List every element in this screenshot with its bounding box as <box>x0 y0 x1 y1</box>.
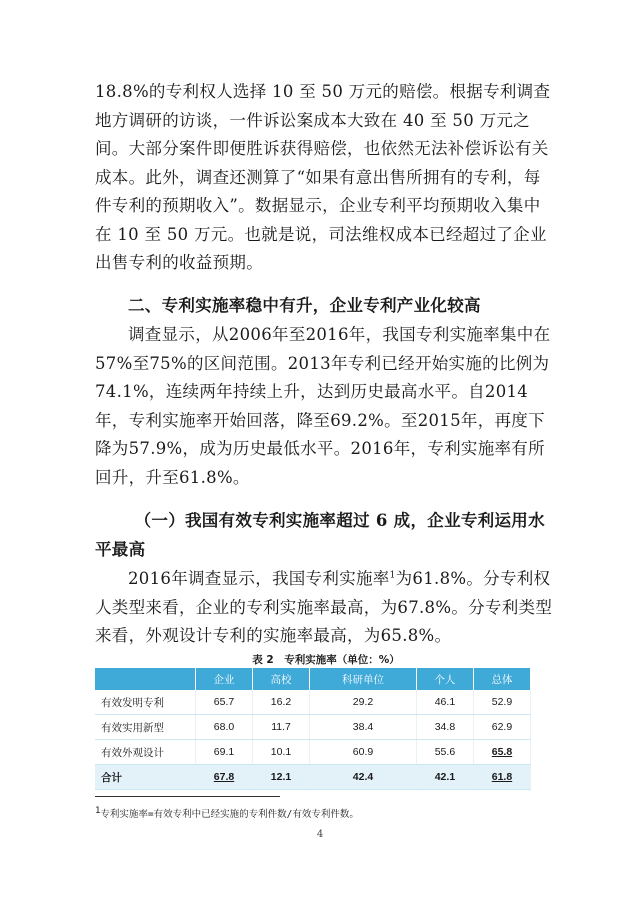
table-cell: 16.2 <box>253 690 310 715</box>
paragraph-text: 调查显示，从2006年至2016年，我国专利实施率集中在57%至75%的区间范围。2013年专利已经开始实施的比例为74.1%，连续两年持续上升，达到历史最高水平。自2014年，专利实施率开始回落，降至69.2%。至2015年，再度下降为57.9%，成为历史最低水平。2016年，专利实施率有所回升，升至61.8%。 <box>95 325 551 487</box>
paragraph-2016-survey <box>95 565 557 651</box>
table-cell: 38.4 <box>310 715 417 740</box>
paragraph-implementation-trend <box>95 321 557 492</box>
table-row <box>95 715 531 740</box>
section-heading <box>95 292 557 321</box>
table-row <box>95 740 531 765</box>
table-cell: 46.1 <box>416 690 473 715</box>
table-row <box>95 690 531 715</box>
row-label: 有效发明专利 <box>95 690 196 715</box>
table-cell: 69.1 <box>196 740 253 765</box>
table-cell: 52.9 <box>473 690 530 715</box>
paragraph-litigation-cost <box>95 78 557 278</box>
table-cell: 68.0 <box>196 715 253 740</box>
row-label: 有效实用新型 <box>95 715 196 740</box>
highlighted-value: 67.8 <box>213 771 235 783</box>
subsection-heading-text: （一）我国有效专利实施率超过 6 成，企业专利运用水平最高 <box>95 511 545 559</box>
footnote <box>95 806 565 820</box>
table-header-row <box>95 668 531 690</box>
footnote-text: 专利实施率=有效专利中已经实施的专利件数/有效专利件数。 <box>100 809 359 820</box>
section-heading-text: 二、专利实施率稳中有升，企业专利产业化较高 <box>128 296 481 315</box>
table-cell: 42.1 <box>416 765 473 790</box>
table-header-cell <box>95 668 196 690</box>
table-cell <box>473 740 530 765</box>
paragraph-text: 18.8%的专利权人选择 10 至 50 万元的赔偿。根据专利调查地方调研的访谈，一件诉讼案成本大致在 40 至 50 万元之间。大部分案件即便胜诉获得赔偿，也依然无法补偿诉讼有关成本。此外，调查还测算了“如果有意出售所拥有的专利，每件专利的预期收入”。数据显示，企业专利平均预期收入集中在 10 至 50 万元。也就是说，司法维权成本已经超过了企业出售专利的收益预期。 <box>95 82 551 272</box>
row-label: 合计 <box>95 765 196 790</box>
table-cell: 10.1 <box>253 740 310 765</box>
paragraph-text-part: 2016年调查显示，我国专利实施率 <box>128 569 390 588</box>
page-number: 4 <box>316 829 324 840</box>
table-cell <box>196 765 253 790</box>
highlighted-value: 65.8 <box>491 746 513 758</box>
highlighted-value: 61.8 <box>491 771 513 783</box>
patent-implementation-table <box>95 668 531 790</box>
table-cell: 65.7 <box>196 690 253 715</box>
footnote-divider <box>95 796 280 797</box>
table-cell: 55.6 <box>416 740 473 765</box>
table-total-row <box>95 765 531 790</box>
subsection-heading <box>95 507 557 564</box>
table-cell: 62.9 <box>473 715 530 740</box>
footnote-marker[interactable]: 1 <box>389 570 396 581</box>
table-cell: 42.4 <box>310 765 417 790</box>
paragraph-text-part: 为61.8%。分专利权人类型来看，企业的专利实施率最高，为67.8%。分专利类型来看，外观设计专利的实施率最高，为65.8%。 <box>95 569 553 645</box>
table-header-cell: 高校 <box>253 668 310 690</box>
row-label: 有效外观设计 <box>95 740 196 765</box>
paragraph-text <box>95 565 557 651</box>
table-cell: 60.9 <box>310 740 417 765</box>
table-cell: 29.2 <box>310 690 417 715</box>
table-cell <box>473 765 530 790</box>
table-cell: 11.7 <box>253 715 310 740</box>
table-caption: 表 2 专利实施率（单位：%） <box>252 654 400 666</box>
table-cell: 34.8 <box>416 715 473 740</box>
table-header-cell: 个人 <box>416 668 473 690</box>
table-header-cell: 企业 <box>196 668 253 690</box>
table-header-cell: 总体 <box>473 668 530 690</box>
table-cell: 12.1 <box>253 765 310 790</box>
footnote-number: 1 <box>95 805 101 816</box>
table-header-cell: 科研单位 <box>310 668 417 690</box>
